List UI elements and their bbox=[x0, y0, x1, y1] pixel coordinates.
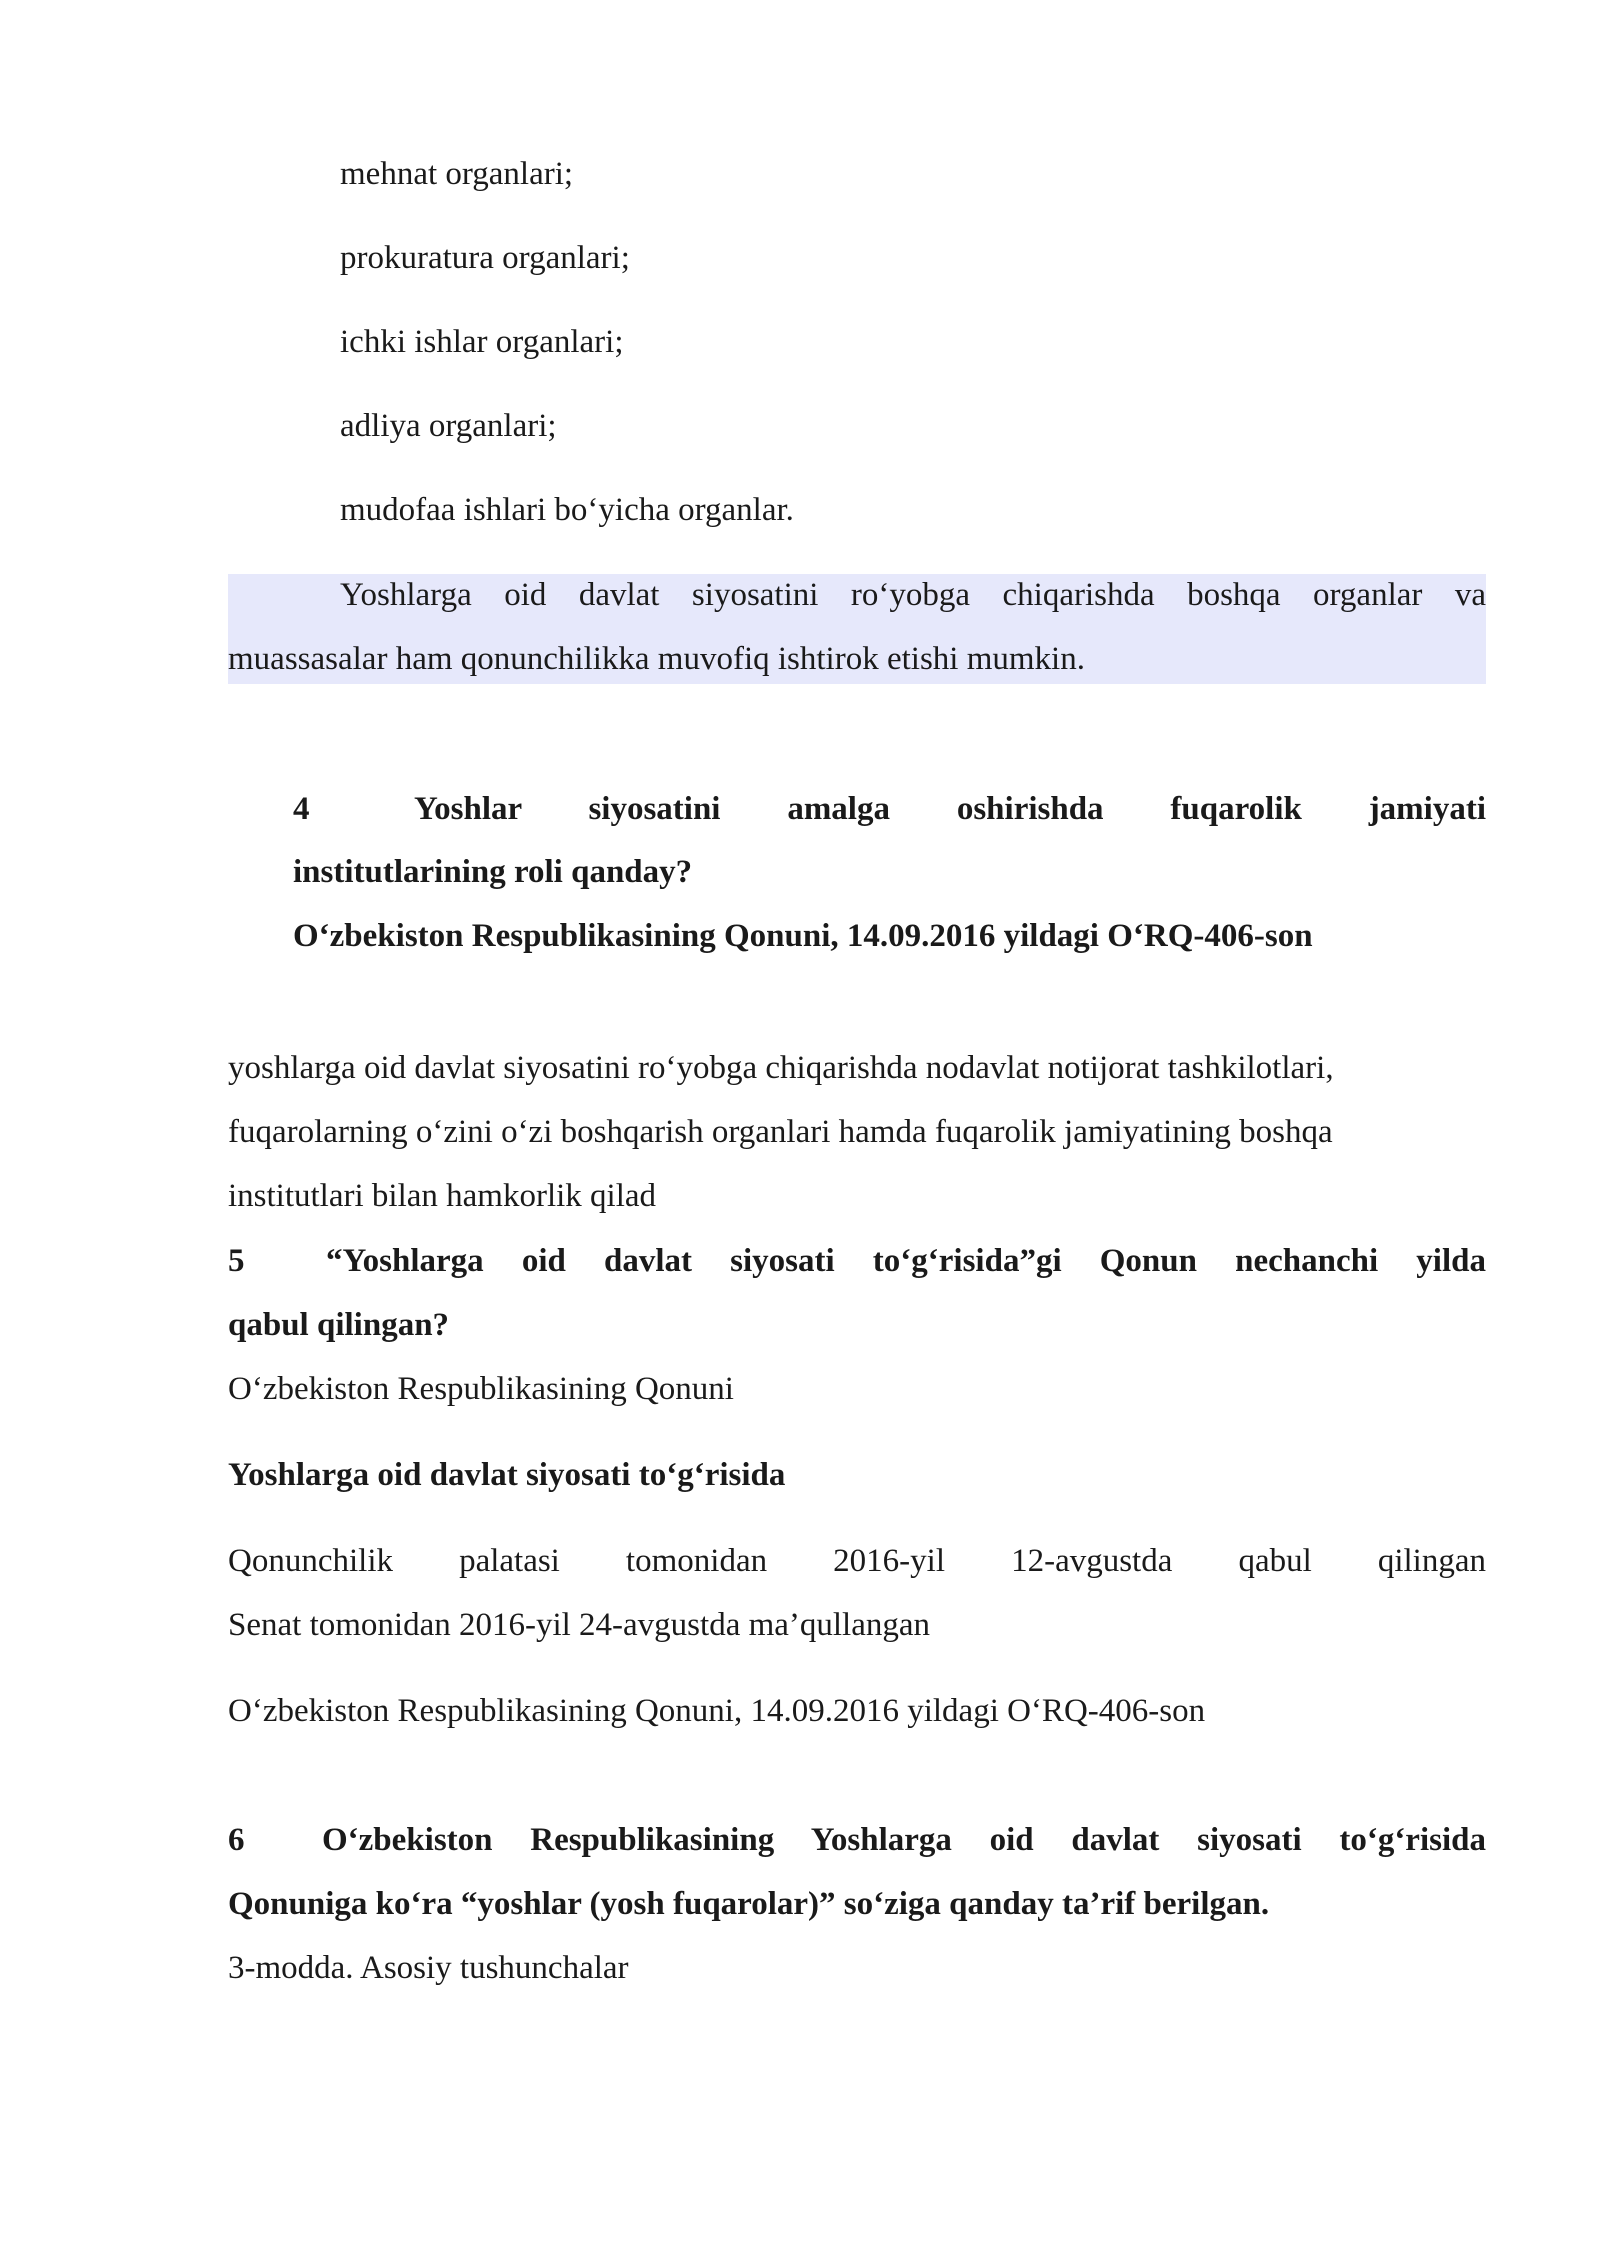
list-item: mudofaa ishlari bo‘yicha organlar. bbox=[340, 492, 794, 528]
article-heading: 3-modda. Asosiy tushunchalar bbox=[228, 1950, 629, 1986]
law-source: O‘zbekiston Respublikasining Qonuni, 14.09.2016 yildagi O‘RQ-406-son bbox=[228, 1693, 1206, 1729]
answer-line: yoshlarga oid davlat siyosatini ro‘yobga chiqarishda nodavlat notijorat tashkilotlari, bbox=[228, 1050, 1334, 1086]
question-title-line: qabul qilingan? bbox=[228, 1307, 450, 1343]
law-name: O‘zbekiston Respublikasining Qonuni bbox=[228, 1371, 734, 1407]
answer-line: fuqarolarning o‘zini o‘zi boshqarish organlari hamda fuqarolik jamiyatining boshqa bbox=[228, 1114, 1333, 1150]
adoption-line: Qonunchilik palatasi tomonidan 2016-yil 12-avgustda qabul qilingan bbox=[228, 1543, 1486, 1579]
question-source: O‘zbekiston Respublikasining Qonuni, 14.09.2016 yildagi O‘RQ-406-son bbox=[293, 918, 1313, 954]
highlight-paragraph-line: Yoshlarga oid davlat siyosatini ro‘yobga chiqarishda boshqa organlar va bbox=[340, 577, 1486, 613]
answer-line: institutlari bilan hamkorlik qilad bbox=[228, 1178, 657, 1214]
question-number: 4 bbox=[293, 791, 310, 827]
question-title-line: Yoshlar siyosatini amalga oshirishda fuqarolik jamiyati bbox=[414, 791, 1486, 827]
question-title-line: O‘zbekiston Respublikasining Yoshlarga oid davlat siyosati to‘g‘risida bbox=[322, 1822, 1486, 1858]
question-title-line: “Yoshlarga oid davlat siyosati to‘g‘risida”gi Qonun nechanchi yilda bbox=[326, 1243, 1486, 1279]
highlight-paragraph-line: muassasalar ham qonunchilikka muvofiq ishtirok etishi mumkin. bbox=[228, 641, 1085, 677]
list-item: adliya organlari; bbox=[340, 408, 557, 444]
approval-line: Senat tomonidan 2016-yil 24-avgustda ma’qullangan bbox=[228, 1607, 931, 1643]
question-number: 5 bbox=[228, 1243, 245, 1279]
question-number: 6 bbox=[228, 1822, 245, 1858]
question-title-line: institutlarining roli qanday? bbox=[293, 854, 693, 890]
list-item: mehnat organlari; bbox=[340, 156, 574, 192]
question-title-line: Qonuniga ko‘ra “yoshlar (yosh fuqarolar)” so‘ziga qanday ta’rif berilgan. bbox=[228, 1886, 1270, 1922]
list-item: prokuratura organlari; bbox=[340, 240, 630, 276]
list-item: ichki ishlar organlari; bbox=[340, 324, 624, 360]
law-title: Yoshlarga oid davlat siyosati to‘g‘risida bbox=[228, 1457, 786, 1493]
